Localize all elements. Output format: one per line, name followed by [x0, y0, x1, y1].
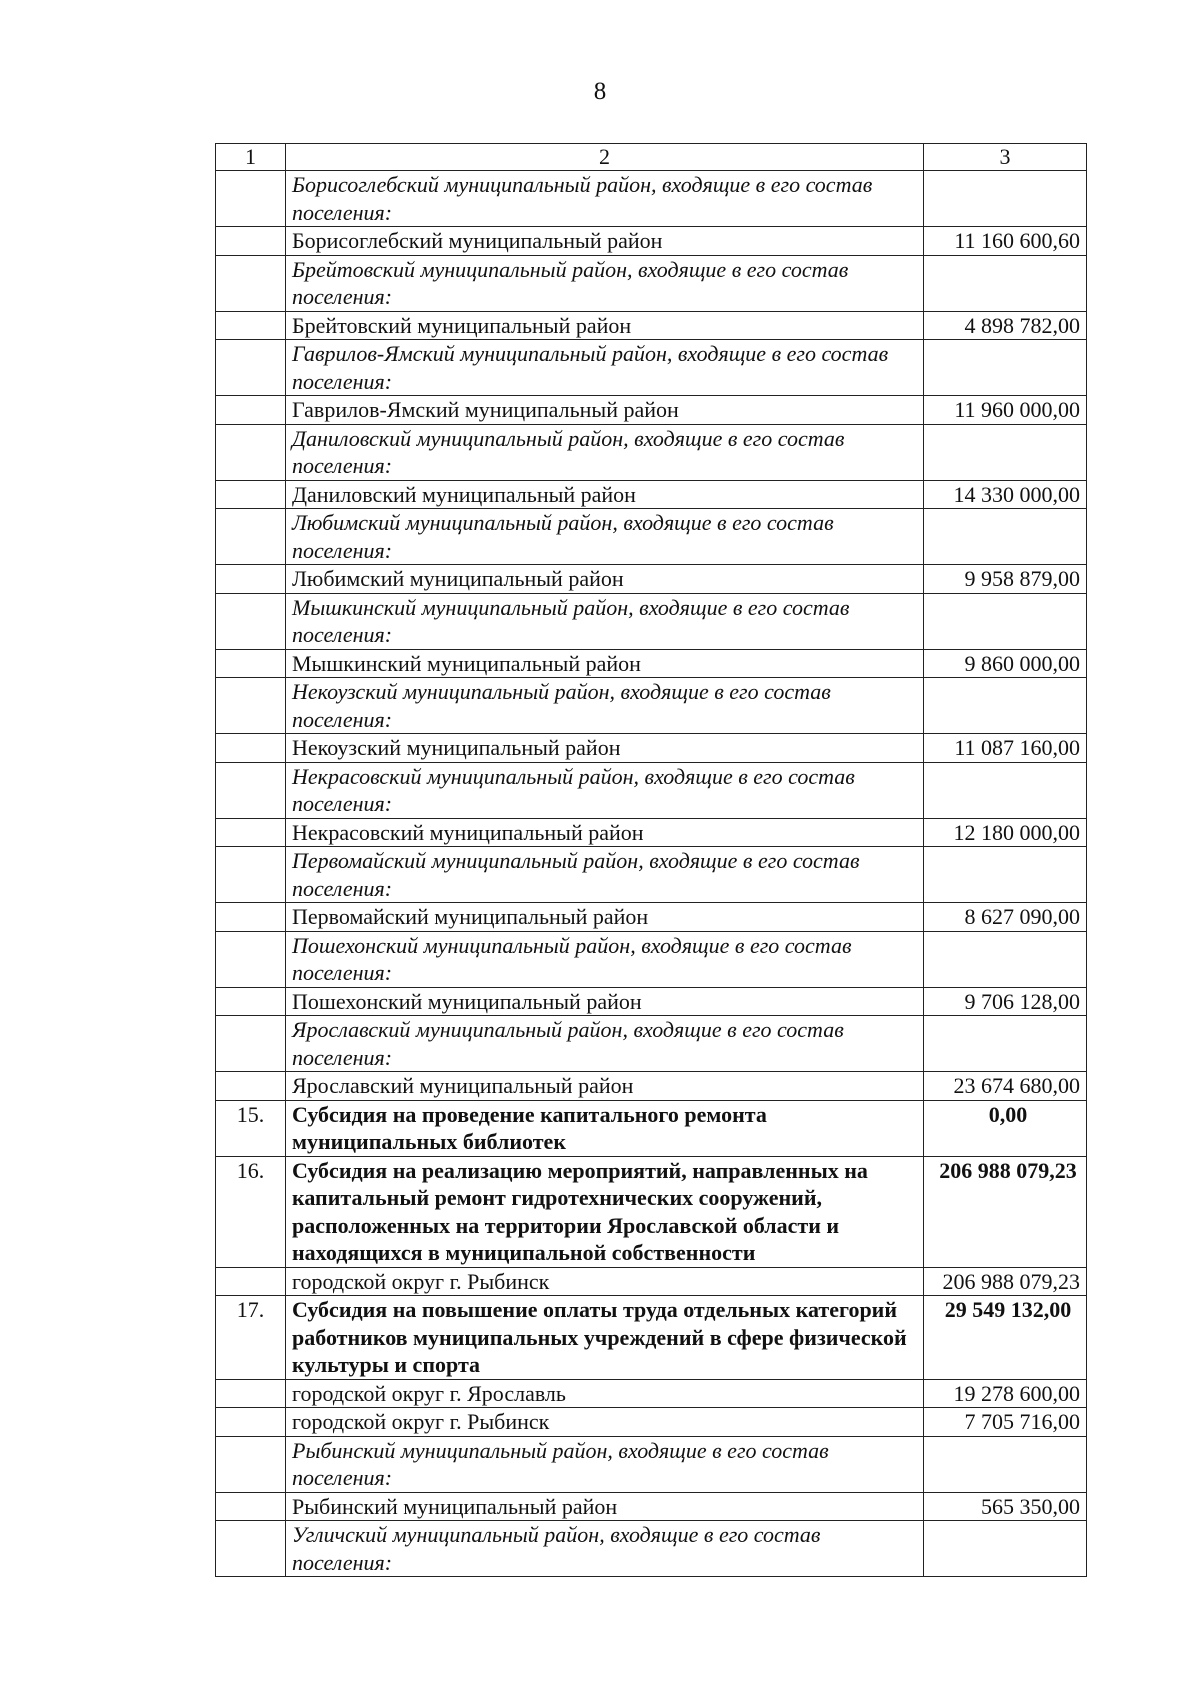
district-name: городской округ г. Рыбинск [286, 1408, 924, 1437]
district-name: городской округ г. Ярославль [286, 1379, 924, 1408]
amount-cell: 4 898 782,00 [924, 311, 1087, 340]
district-name: Мышкинский муниципальный район [286, 649, 924, 678]
table-row [216, 227, 1087, 256]
district-name: Некрасовский муниципальный район [286, 818, 924, 847]
district-subheading: Даниловский муниципальный район, входящие в его состав поселения: [286, 424, 924, 480]
number-cell [216, 565, 286, 594]
subheading-row [216, 1016, 1087, 1072]
table-row [216, 480, 1087, 509]
district-name: городской округ г. Рыбинск [286, 1267, 924, 1296]
district-subheading: Брейтовский муниципальный район, входящие в его состав поселения: [286, 255, 924, 311]
section-title: Субсидия на проведение капитального ремонта муниципальных библиотек [286, 1100, 924, 1156]
number-cell [216, 593, 286, 649]
amount-cell: 23 674 680,00 [924, 1072, 1087, 1101]
column-header: 1 [216, 144, 286, 171]
district-subheading: Первомайский муниципальный район, входящие в его состав поселения: [286, 847, 924, 903]
subheading-row [216, 1521, 1087, 1577]
number-cell [216, 1016, 286, 1072]
number-cell [216, 649, 286, 678]
amount-cell [924, 593, 1087, 649]
district-subheading: Некоузский муниципальный район, входящие в его состав поселения: [286, 678, 924, 734]
district-name: Гаврилов-Ямский муниципальный район [286, 396, 924, 425]
table-row [216, 818, 1087, 847]
district-subheading: Борисоглебский муниципальный район, входящие в его состав поселения: [286, 171, 924, 227]
column-header: 3 [924, 144, 1087, 171]
section-title: Субсидия на реализацию мероприятий, направленных на капитальный ремонт гидротехнических сооружений, расположенных на территории Ярославской области и находящихся в муниципальной собственности [286, 1156, 924, 1267]
district-name: Брейтовский муниципальный район [286, 311, 924, 340]
table-row [216, 1379, 1087, 1408]
section-row [216, 1296, 1087, 1380]
number-cell [216, 1379, 286, 1408]
table-row [216, 1492, 1087, 1521]
section-row [216, 1156, 1087, 1267]
amount-cell [924, 678, 1087, 734]
district-subheading: Ярославский муниципальный район, входящие в его состав поселения: [286, 1016, 924, 1072]
number-cell [216, 424, 286, 480]
number-cell [216, 818, 286, 847]
district-name: Пошехонский муниципальный район [286, 987, 924, 1016]
table-row [216, 903, 1087, 932]
amount-cell: 11 087 160,00 [924, 734, 1087, 763]
district-subheading: Некрасовский муниципальный район, входящие в его состав поселения: [286, 762, 924, 818]
amount-cell [924, 1016, 1087, 1072]
number-cell [216, 1521, 286, 1577]
amount-cell: 8 627 090,00 [924, 903, 1087, 932]
amount-cell [924, 1436, 1087, 1492]
amount-cell [924, 931, 1087, 987]
table-row [216, 1267, 1087, 1296]
subheading-row [216, 847, 1087, 903]
district-name: Борисоглебский муниципальный район [286, 227, 924, 256]
amount-cell: 11 960 000,00 [924, 396, 1087, 425]
table-row [216, 311, 1087, 340]
number-cell [216, 734, 286, 763]
number-cell [216, 255, 286, 311]
table-body [216, 144, 1087, 1577]
amount-cell [924, 340, 1087, 396]
amount-cell: 7 705 716,00 [924, 1408, 1087, 1437]
table-row [216, 396, 1087, 425]
amount-cell [924, 171, 1087, 227]
amount-cell: 9 958 879,00 [924, 565, 1087, 594]
amount-cell [924, 424, 1087, 480]
number-cell: 16. [216, 1156, 286, 1267]
section-row [216, 1100, 1087, 1156]
district-name: Первомайский муниципальный район [286, 903, 924, 932]
district-name: Рыбинский муниципальный район [286, 1492, 924, 1521]
number-cell [216, 931, 286, 987]
number-cell [216, 509, 286, 565]
amount-cell: 565 350,00 [924, 1492, 1087, 1521]
subheading-row [216, 762, 1087, 818]
column-header: 2 [286, 144, 924, 171]
amount-cell [924, 762, 1087, 818]
amount-cell [924, 509, 1087, 565]
district-name: Ярославский муниципальный район [286, 1072, 924, 1101]
number-cell [216, 1408, 286, 1437]
number-cell [216, 1072, 286, 1101]
subheading-row [216, 509, 1087, 565]
table-row [216, 1408, 1087, 1437]
number-cell [216, 396, 286, 425]
district-subheading: Пошехонский муниципальный район, входящие в его состав поселения: [286, 931, 924, 987]
subheading-row [216, 593, 1087, 649]
number-cell [216, 847, 286, 903]
section-title: Субсидия на повышение оплаты труда отдельных категорий работников муниципальных учреждений в сфере физической культуры и спорта [286, 1296, 924, 1380]
subsidy-table [215, 143, 1087, 1577]
subheading-row [216, 424, 1087, 480]
number-cell [216, 762, 286, 818]
number-cell [216, 340, 286, 396]
amount-cell: 11 160 600,60 [924, 227, 1087, 256]
district-subheading: Мышкинский муниципальный район, входящие в его состав поселения: [286, 593, 924, 649]
subheading-row [216, 931, 1087, 987]
table-row [216, 1072, 1087, 1101]
district-subheading: Угличский муниципальный район, входящие в его состав поселения: [286, 1521, 924, 1577]
subheading-row [216, 171, 1087, 227]
table-header-row [216, 144, 1087, 171]
subheading-row [216, 340, 1087, 396]
amount-cell: 9 860 000,00 [924, 649, 1087, 678]
amount-cell: 9 706 128,00 [924, 987, 1087, 1016]
number-cell [216, 1492, 286, 1521]
section-total: 206 988 079,23 [924, 1156, 1087, 1267]
amount-cell: 19 278 600,00 [924, 1379, 1087, 1408]
table-row [216, 734, 1087, 763]
number-cell [216, 227, 286, 256]
section-total: 0,00 [924, 1100, 1087, 1156]
number-cell: 17. [216, 1296, 286, 1380]
subheading-row [216, 255, 1087, 311]
district-subheading: Рыбинский муниципальный район, входящие в его состав поселения: [286, 1436, 924, 1492]
amount-cell: 206 988 079,23 [924, 1267, 1087, 1296]
amount-cell: 12 180 000,00 [924, 818, 1087, 847]
subheading-row [216, 678, 1087, 734]
number-cell [216, 903, 286, 932]
number-cell [216, 480, 286, 509]
page-number: 8 [593, 78, 607, 105]
number-cell [216, 1267, 286, 1296]
table-row [216, 987, 1087, 1016]
amount-cell [924, 847, 1087, 903]
subheading-row [216, 1436, 1087, 1492]
number-cell [216, 1436, 286, 1492]
amount-cell [924, 255, 1087, 311]
number-cell [216, 678, 286, 734]
district-name: Некоузский муниципальный район [286, 734, 924, 763]
number-cell [216, 987, 286, 1016]
amount-cell [924, 1521, 1087, 1577]
district-subheading: Гаврилов-Ямский муниципальный район, входящие в его состав поселения: [286, 340, 924, 396]
district-name: Любимский муниципальный район [286, 565, 924, 594]
district-subheading: Любимский муниципальный район, входящие в его состав поселения: [286, 509, 924, 565]
number-cell: 15. [216, 1100, 286, 1156]
table-row [216, 649, 1087, 678]
district-name: Даниловский муниципальный район [286, 480, 924, 509]
section-total: 29 549 132,00 [924, 1296, 1087, 1380]
number-cell [216, 311, 286, 340]
amount-cell: 14 330 000,00 [924, 480, 1087, 509]
number-cell [216, 171, 286, 227]
table-row [216, 565, 1087, 594]
